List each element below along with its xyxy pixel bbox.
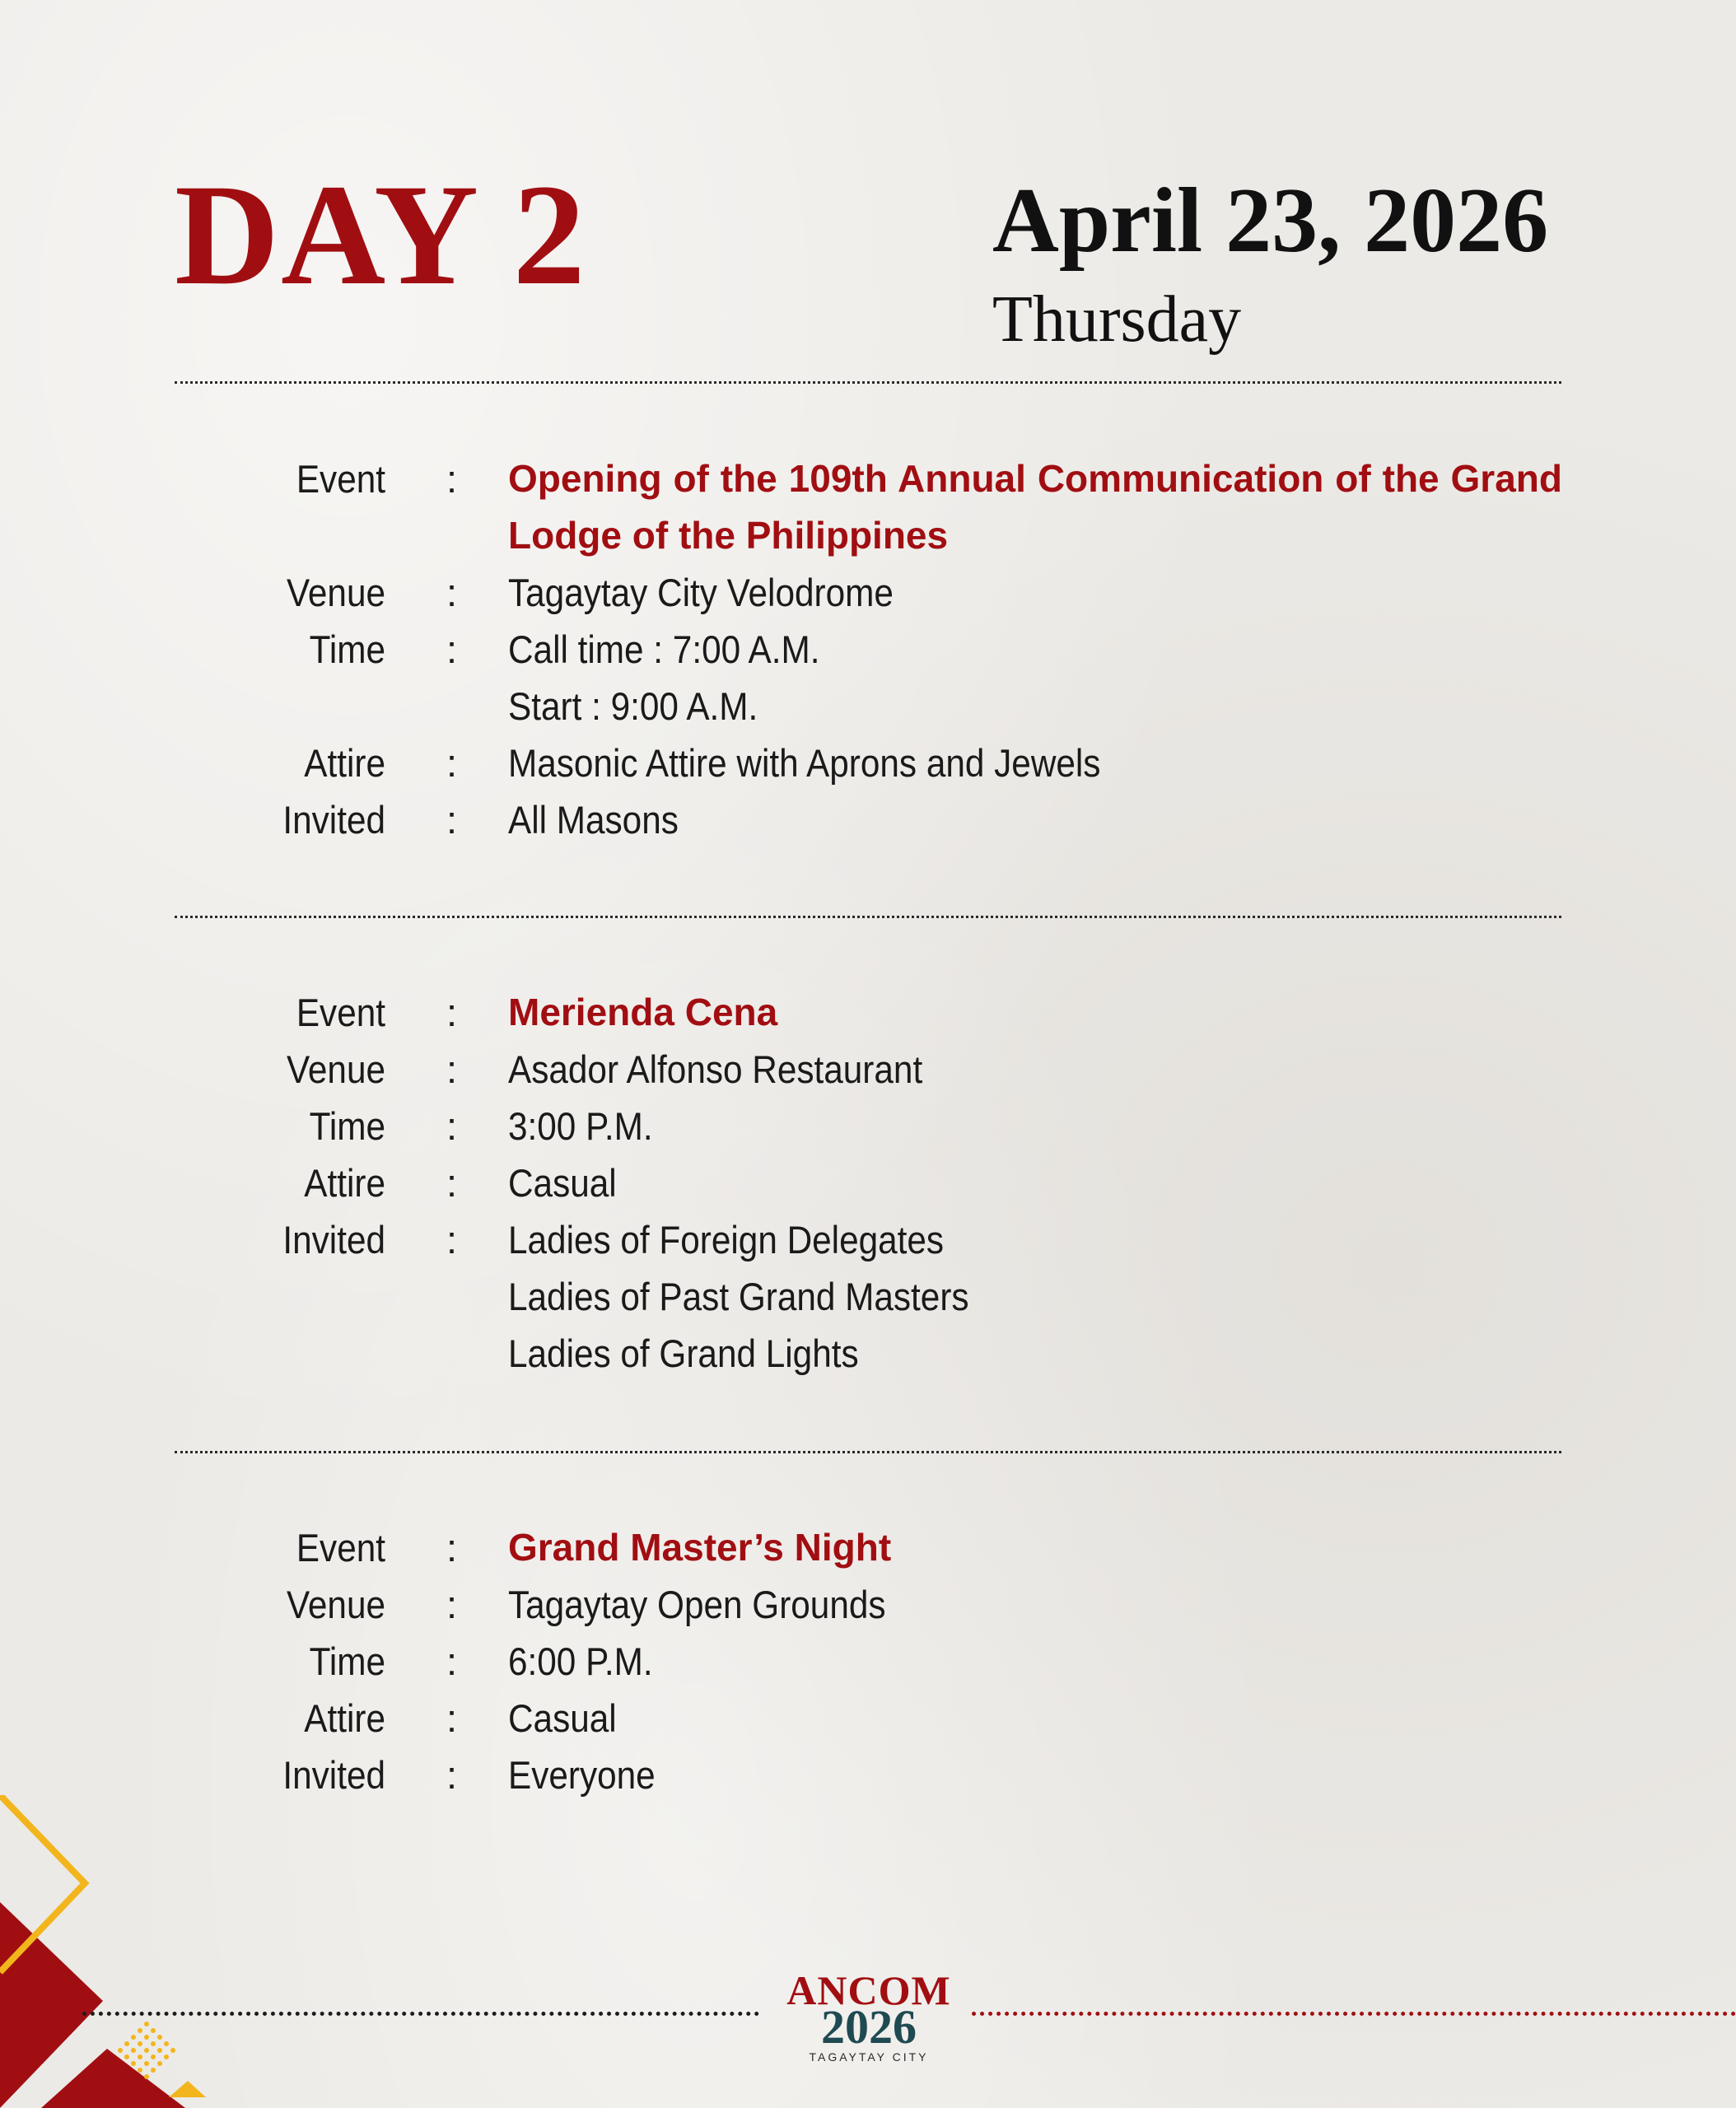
event-title: Merienda Cena — [508, 991, 778, 1033]
time-row — [0, 1633, 1736, 1690]
row-value: 6:00 P.M. — [508, 1639, 653, 1683]
row-label: Invited — [282, 1218, 385, 1262]
gold-small-triangle — [169, 2081, 206, 2097]
row-colon: : — [446, 741, 458, 785]
logo-location: TAGAYTAY CITY — [809, 2050, 929, 2064]
event-title: Grand Master’s Night — [508, 1526, 892, 1569]
invited-row — [0, 791, 1736, 848]
event-title: Opening of the 109th Annual Communication of the Grand Lodge of the Philippines — [508, 457, 1562, 557]
invited-row-continued — [0, 1325, 1736, 1382]
footer-dotted-line-right — [972, 2012, 1736, 2016]
invited-row — [0, 1747, 1736, 1803]
row-value: Asador Alfonso Restaurant — [508, 1047, 923, 1091]
row-label: Time — [309, 627, 385, 671]
row-value: Casual — [508, 1161, 617, 1205]
row-label: Time — [309, 1104, 385, 1148]
row-label: Event — [296, 457, 385, 501]
row-colon: : — [446, 1161, 458, 1205]
row-value: All Masons — [508, 798, 679, 842]
row-label: Attire — [304, 741, 385, 785]
row-colon: : — [446, 1639, 458, 1683]
venue-row — [0, 564, 1736, 621]
venue-row — [0, 1041, 1736, 1098]
row-colon: : — [446, 1696, 458, 1740]
divider-top — [175, 381, 1561, 384]
day-title: DAY 2 — [175, 155, 587, 315]
event-date: April 23, 2026 — [992, 170, 1549, 272]
row-label: Venue — [287, 571, 385, 614]
row-colon: : — [446, 571, 458, 614]
time-row — [0, 621, 1736, 678]
row-colon: : — [446, 457, 458, 501]
row-value: Call time : 7:00 A.M. — [508, 627, 820, 671]
row-value: Tagaytay Open Grounds — [508, 1583, 886, 1626]
invited-row — [0, 1211, 1736, 1268]
row-value: Ladies of Foreign Delegates — [508, 1218, 945, 1262]
attire-row — [0, 735, 1736, 791]
row-value: Casual — [508, 1696, 617, 1740]
row-label: Attire — [304, 1696, 385, 1740]
row-colon: : — [446, 1047, 458, 1091]
row-value: Start : 9:00 A.M. — [508, 684, 758, 728]
row-colon: : — [446, 627, 458, 671]
event-weekday: Thursday — [992, 283, 1242, 356]
row-colon: : — [446, 991, 458, 1034]
row-label: Venue — [287, 1583, 385, 1626]
row-value: Masonic Attire with Aprons and Jewels — [508, 741, 1101, 785]
event-row — [0, 450, 1736, 557]
row-label: Event — [296, 1526, 385, 1569]
row-value: 3:00 P.M. — [508, 1104, 653, 1148]
row-value: Ladies of Past Grand Masters — [508, 1275, 969, 1318]
time-row — [0, 1098, 1736, 1154]
row-colon: : — [446, 1526, 458, 1569]
row-colon: : — [446, 1753, 458, 1797]
row-value: Ladies of Grand Lights — [508, 1331, 859, 1375]
event-row — [0, 984, 1736, 1041]
row-colon: : — [446, 798, 458, 842]
corner-decoration — [0, 1795, 214, 2108]
logo-wordmark: ANCOM — [786, 1967, 951, 2013]
ancom-logo — [786, 1967, 951, 2064]
time-row-continued — [0, 678, 1736, 735]
row-label: Event — [296, 991, 385, 1034]
row-label: Time — [309, 1639, 385, 1683]
attire-row — [0, 1690, 1736, 1747]
row-label: Venue — [287, 1047, 385, 1091]
row-value: Tagaytay City Velodrome — [508, 571, 894, 614]
row-label: Attire — [304, 1161, 385, 1205]
row-value: Everyone — [508, 1753, 656, 1797]
logo-year: 2026 — [821, 2000, 917, 2054]
divider-1 — [175, 916, 1561, 918]
venue-row — [0, 1576, 1736, 1633]
divider-2 — [175, 1451, 1561, 1453]
row-label: Invited — [282, 798, 385, 842]
row-colon: : — [446, 1104, 458, 1148]
red-triangle-bottom — [41, 2049, 185, 2108]
attire-row — [0, 1154, 1736, 1211]
row-colon: : — [446, 1583, 458, 1626]
row-label: Invited — [282, 1753, 385, 1797]
footer-dotted-line-left — [82, 2012, 759, 2016]
invited-row-continued — [0, 1268, 1736, 1325]
row-colon: : — [446, 1218, 458, 1262]
event-row — [0, 1519, 1736, 1576]
